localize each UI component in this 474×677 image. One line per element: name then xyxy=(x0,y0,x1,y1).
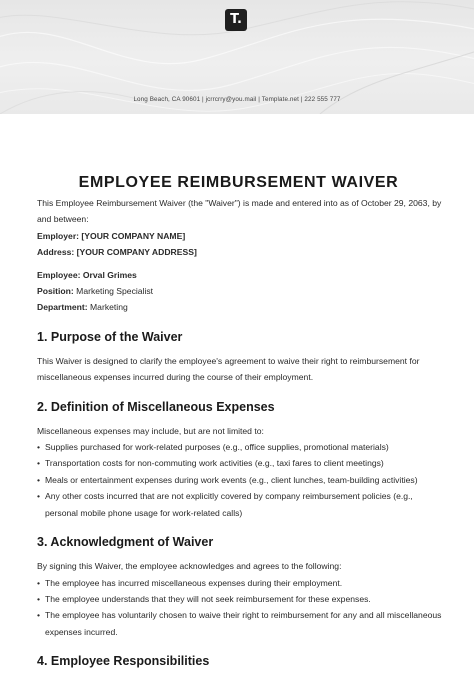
bullet-list xyxy=(37,439,442,521)
department-value: Marketing xyxy=(90,302,128,313)
position-label: Position: xyxy=(37,286,74,297)
section-purpose xyxy=(37,329,442,386)
address-field xyxy=(37,244,442,260)
list-item: • Any other costs incurred that are not explicitly covered by company reimbursement policies (e.g., personal mobile phone usage for work-related calls) xyxy=(37,491,413,518)
list-item: • Supplies purchased for work-related purposes (e.g., office supplies, promotional materials) xyxy=(37,442,389,453)
list-item: • The employee understands that they will not seek reimbursement for these expenses. xyxy=(37,593,371,604)
list-item: • Meals or entertainment expenses during work events (e.g., client lunches, team-building activities) xyxy=(37,474,418,485)
employer-field xyxy=(37,228,442,244)
employee-label: Employee: xyxy=(37,269,81,280)
department-field xyxy=(37,299,442,315)
employer-value: [YOUR COMPANY NAME] xyxy=(81,230,186,241)
document-title: EMPLOYEE REIMBURSEMENT WAIVER xyxy=(78,174,399,191)
section-heading: 2. Definition of Miscellaneous Expenses xyxy=(37,399,275,414)
template-logo: T. xyxy=(225,9,247,31)
employee-field xyxy=(37,267,442,283)
section-text: This Waiver is designed to clarify the employee's agreement to waive their right to reimbursement for miscellaneous expenses incurred during the course of their employment. xyxy=(37,355,420,383)
section-text: By signing this Waiver, the employee acknowledges and agrees to the following: xyxy=(37,561,342,572)
section-heading: 1. Purpose of the Waiver xyxy=(37,329,183,344)
address-value: [YOUR COMPANY ADDRESS] xyxy=(76,247,197,258)
employee-value: Orval Grimes xyxy=(82,269,137,280)
section-heading: 3. Acknowledgment of Waiver xyxy=(37,535,214,550)
bullet-list xyxy=(37,575,442,641)
list-item: • The employee has voluntarily chosen to waive their right to reimbursement for any and all miscellaneous expenses incurred. xyxy=(37,610,442,637)
document-body xyxy=(37,173,442,677)
address-label: Address: xyxy=(37,247,75,258)
contact-line: Long Beach, CA 90601 | jcrrcrry@you.mail | Template.net | 222 555 777 xyxy=(133,96,341,103)
list-item: • Transportation costs for non-commuting work activities (e.g., taxi fares to client meetings) xyxy=(37,458,384,469)
list-item: • The employee has incurred miscellaneous expenses during their employment. xyxy=(37,577,343,588)
position-value: Marketing Specialist xyxy=(76,286,154,297)
section-heading: 4. Employee Responsibilities xyxy=(37,654,210,669)
section-acknowledgment xyxy=(37,534,442,640)
intro-paragraph: This Employee Reimbursement Waiver (the "Waiver") is made and entered into as of October 29, 2063, by and between: xyxy=(37,198,442,225)
header-banner xyxy=(0,0,474,114)
employer-label: Employer: xyxy=(37,230,80,241)
department-label: Department: xyxy=(37,302,88,313)
position-field xyxy=(37,283,442,299)
section-text: Miscellaneous expenses may include, but are not limited to: xyxy=(37,425,264,436)
section-responsibilities xyxy=(37,653,442,669)
section-definition xyxy=(37,399,442,521)
